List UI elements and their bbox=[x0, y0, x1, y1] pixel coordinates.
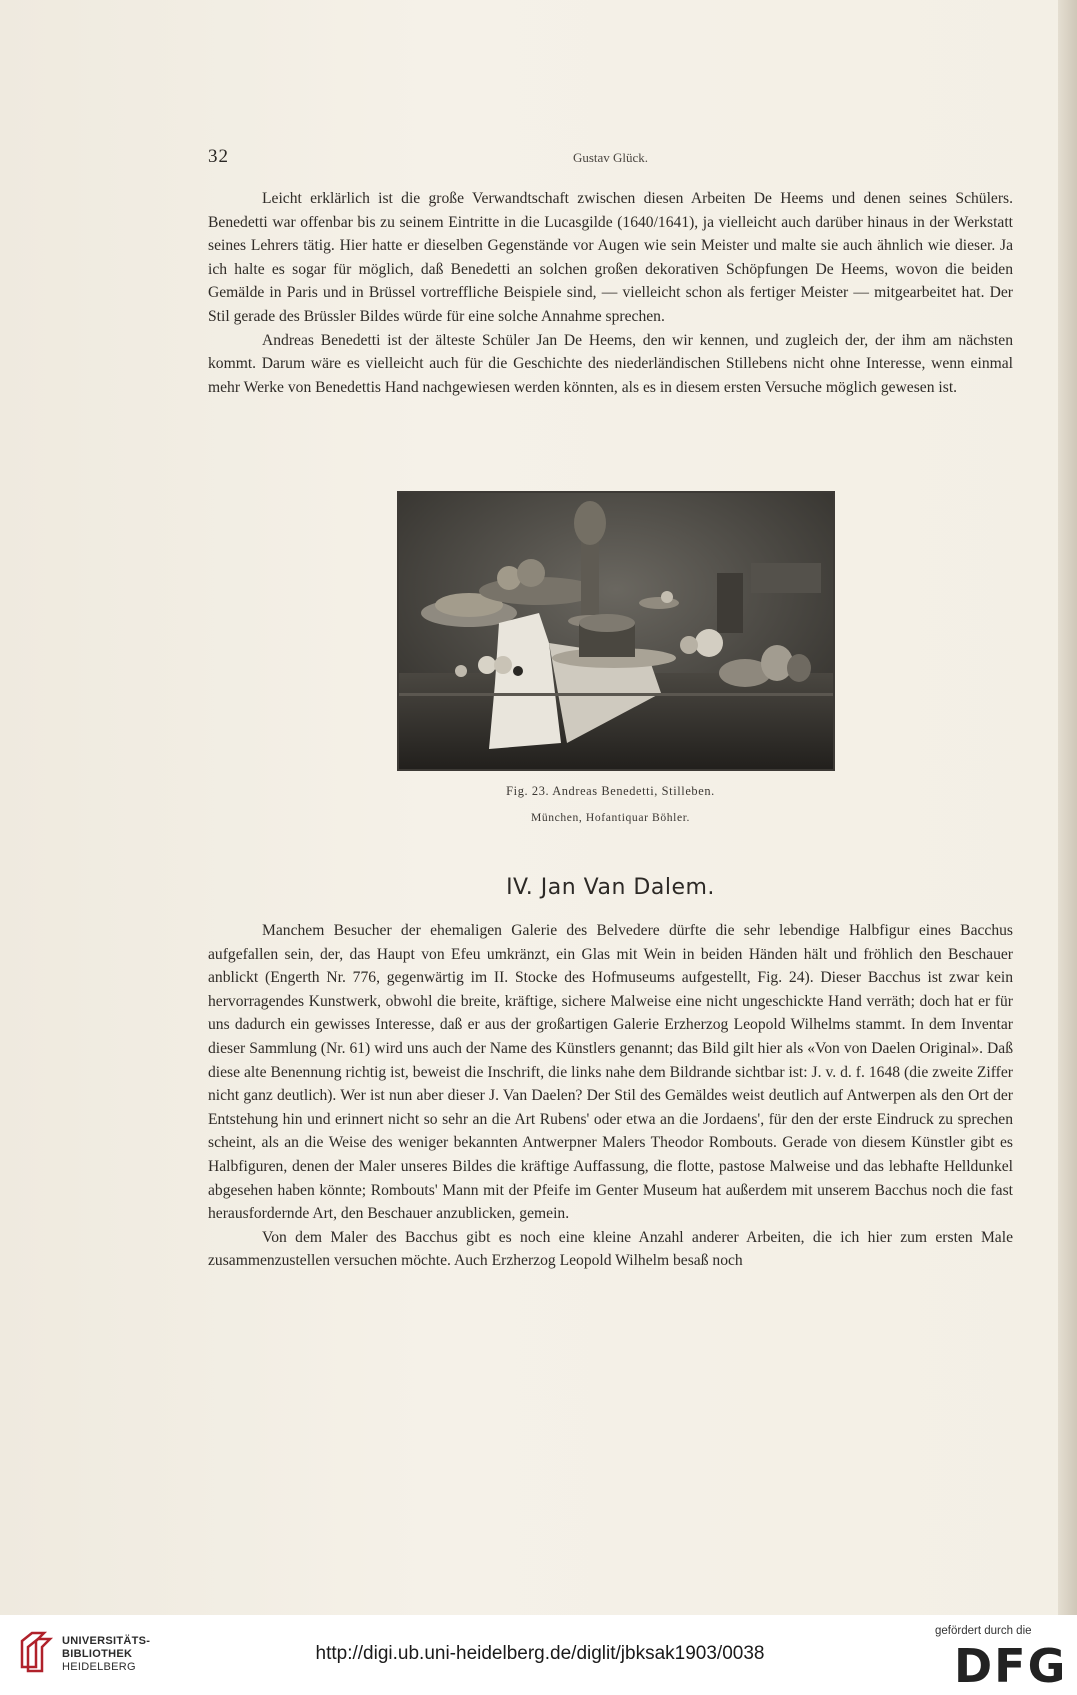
funding-note: gefördert durch die bbox=[935, 1625, 1032, 1637]
page-header bbox=[208, 146, 1013, 170]
figure-still-life-plate bbox=[397, 491, 835, 771]
figure-caption: Fig. 23. Andreas Benedetti, Stilleben. bbox=[506, 784, 715, 798]
digitization-footer bbox=[0, 1615, 1077, 1695]
running-head: Gustav Glück. bbox=[572, 150, 649, 165]
library-name-line: UNIVERSITÄTS- bbox=[62, 1635, 151, 1647]
library-name bbox=[62, 1635, 150, 1674]
library-name-line: HEIDELBERG bbox=[62, 1661, 136, 1673]
library-logo-icon bbox=[14, 1627, 58, 1675]
page-number: 32 bbox=[208, 146, 229, 167]
paragraph: Von dem Maler des Bacchus gibt es noch eine kleine Anzahl anderer Arbeiten, die ich hier zum ersten Male zusammenzustellen versuchen möchte. Auch Erzherzog Leopold Wilhelm besaß noch bbox=[208, 1228, 1013, 1270]
still-life-image bbox=[399, 493, 833, 769]
body-text-bottom bbox=[208, 919, 1013, 1273]
paragraph: Leicht erklärlich ist die große Verwandtschaft zwischen diesen Arbeiten De Heems und denen seines Schülers. Benedetti war offenbar bis zu seinem Eintritte in die Lucasgilde (1640/1641), ja vielleicht auch darüber hinaus in der Werkstatt seines Lehrers tätig. Hier hatte er dieselben Gegenstände vor Augen wie sein Meister und malte sie auch ähnlich wie dieser. Ja ich halte es sogar für möglich, daß Benedetti an solchen großen dekorativen Schöpfungen De Heems, wovon die beiden Gemälde in Paris und in Brüssel vortreffliche Beispiele sind, — vielleicht schon als fertiger Meister — mitgearbeitet hat. Der Stil gerade des Brüssler Bildes würde für eine solche Annahme sprechen. bbox=[208, 190, 1013, 325]
body-text-top bbox=[208, 187, 1013, 399]
paragraph: Manchem Besucher der ehemaligen Galerie des Belvedere dürfte die sehr lebendige Halbfigur eines Bacchus aufgefallen sein, der, das Haupt von Efeu umkränzt, ein Glas mit Wein in beiden Händen hält und fröhlich den Beschauer anblickt (Engerth Nr. 776, gegenwärtig im II. Stocke des Hofmuseums aufgestellt, Fig. 24). Dieser Bacchus ist zwar kein hervorragendes Kunstwerk, obwohl die breite, kräftige, sichere Malweise eine nicht ungeschickte Hand verräth; doch hat er für uns dadurch ein gewisses Interesse, daß er aus der großartigen Galerie Erzherzog Leopold Wilhelms stammt. In dem Inventar dieser Sammlung (Nr. 61) wird uns auch der Name des Künstlers genannt; das Bild gilt hier als «Von von Daelen Original». Daß diese alte Benennung richtig ist, beweist die Inschrift, die links nahe dem Bildrande sichtbar ist: J. v. d. f. 1648 (die zweite Ziffer nicht ganz deutlich). Wer ist nun aber dieser J. Van Daelen? Der Stil des Gemäldes weist deutlich auf Antwerpen als den Ort der Entstehung hin und erinnert nicht so sehr an die Art Rubens' oder etwa an die Jordaens', für den der erste Eindruck zu sprechen scheint, als an die Weise des weniger bekannten Antwerpner Malers Theodor Rombouts. Gerade von diesem Künstler gibt es Halbfiguren, denen der Maler unseres Bildes die kräftige Auffassung, die flotte, pastose Malweise und das lebhafte Helldunkel abgesehen haben könnte; Rombouts' Mann mit der Pfeife im Genter Museum hat außerdem mit unserem Bacchus noch die fast herausfordernde Art, den Beschauer anzublicken, gemein. bbox=[208, 922, 1013, 1223]
figure-location: München, Hofantiquar Böhler. bbox=[530, 811, 691, 824]
section-title: IV. Jan Van Dalem. bbox=[506, 875, 715, 900]
dfg-logo: DFG bbox=[954, 1639, 1068, 1693]
permalink-url[interactable]: http://digi.ub.uni-heidelberg.de/diglit/jbksak1903/0038 bbox=[315, 1643, 765, 1664]
page-gutter bbox=[1058, 0, 1077, 1615]
library-name-line: BIBLIOTHEK bbox=[62, 1648, 133, 1660]
paragraph: Andreas Benedetti ist der älteste Schüler Jan De Heems, den wir kennen, und zugleich der, der ihm am nächsten kommt. Darum wäre es vielleicht auch für die Geschichte des niederländischen Stillebens nicht ohne Interesse, wenn einmal mehr Werke von Benedettis Hand nachgewiesen werden könnten, als es in diesem ersten Versuche möglich gewesen ist. bbox=[208, 331, 1013, 396]
